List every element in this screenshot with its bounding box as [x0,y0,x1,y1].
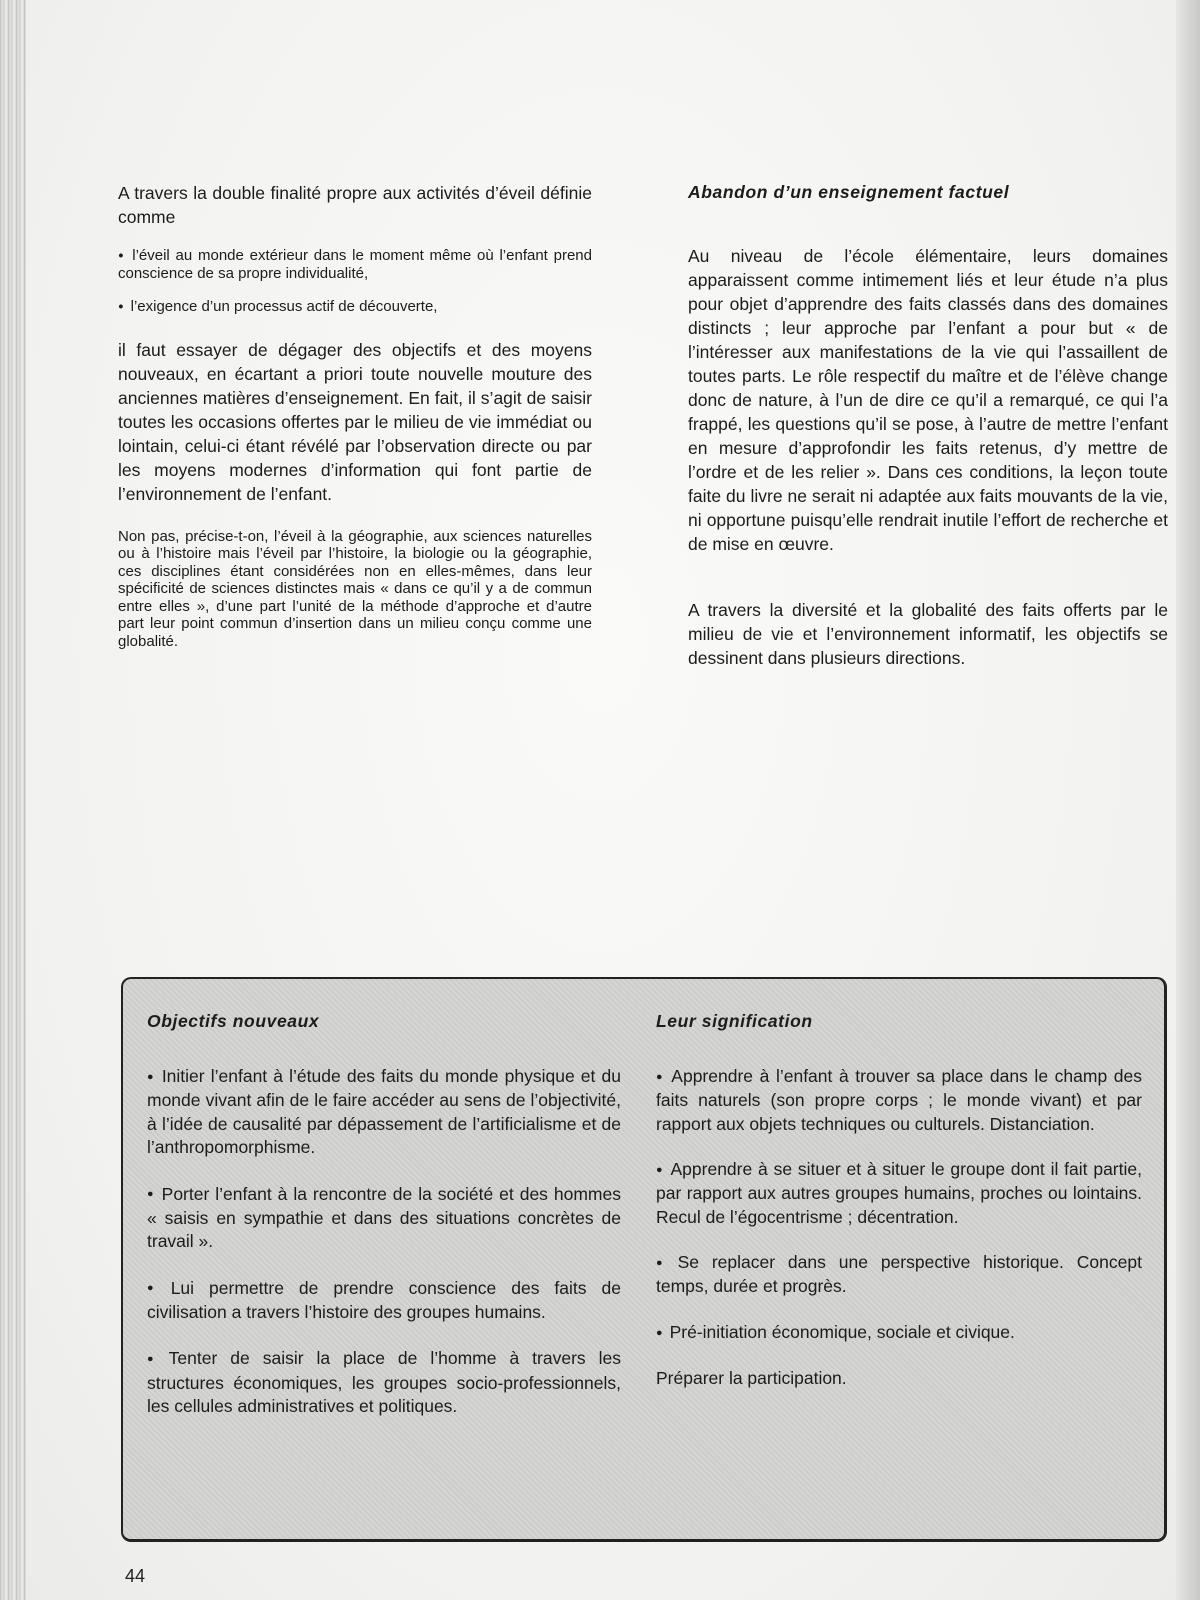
signification-item: ● Pré-initiation économique, sociale et civique. [656,1321,1142,1345]
main-paragraph: il faut essayer de dégager des objectifs et des moyens nouveaux, en écartant a priori toute nouvelle mouture des anciennes matières d’enseignement. En fait, il s’agit de saisir toutes les occasions offertes par le milieu de vie immédiat ou lointain, celui-ci étant révélé par l’observation directe ou par les moyens modernes d’information qui font partie de l’environnement de l’enfant. [118,339,592,504]
objectives-heading: Objectifs nouveaux [147,1011,320,1031]
right-column [688,182,1168,670]
objectives-box [121,977,1167,1542]
section-heading: Abandon d’un enseignement factuel [688,182,1010,202]
bullet-item: ● l’éveil au monde extérieur dans le moment même où l’enfant prend conscience de sa propre individualité, [118,247,592,282]
objective-item: ● Initier l’enfant à l’étude des faits du monde physique et du monde vivant afin de le faire accéder au sens de l’objectivité, à l’idée de causalité par dépassement de l’artificialisme et de l’anthropomorphisme. [147,1065,621,1160]
page-number: 44 [125,1566,146,1586]
signification-item: ● Apprendre à se situer et à situer le groupe dont il fait partie, par rapport aux autres groupes humains, proches ou lointains. Recul de l’égocentrisme ; décentration. [656,1158,1142,1229]
signification-closing: Préparer la participation. [656,1368,847,1388]
signification-item: ● Se replacer dans une perspective historique. Concept temps, durée et progrès. [656,1251,1142,1299]
signification-list [656,1065,1142,1413]
signification-heading: Leur signification [656,1011,813,1031]
right-paragraph-1: Au niveau de l’école élémentaire, leurs domaines apparaissent comme intimement liés et leur étude n’a plus pour objet d’apprendre des faits classés dans des domaines distincts ; leur approche par l’enfant a pour but « de l’intéresser aux manifestations de la vie qui l’assaillent de toutes parts. Le rôle respectif du maître et de l’élève change donc de nature, à l’un de dire ce qu’il a remarqué, ce qui l’a frappé, les questions qu’il se pose, à l’autre de mettre l’enfant en mesure d’approfondir les faits retenus, d’y mettre de l’ordre et de les relier ». Dans ces conditions, la leçon toute faite du livre ne serait ni adaptée aux faits mouvants de la vie, ni opportune puisqu’elle rendrait inutile l’effort de recherche et de mise en œuvre. [688,246,1168,554]
objective-item: ● Lui permettre de prendre conscience des faits de civilisation a travers l’histoire des groupes humains. [147,1277,621,1325]
objective-item: ● Porter l’enfant à la rencontre de la société et des hommes « saisis en sympathie et dans des situations concrètes de travail ». [147,1183,621,1254]
secondary-paragraph: Non pas, précise-t-on, l’éveil à la géographie, aux sciences naturelles ou à l’histoire mais l’éveil par l’histoire, la biologie ou la géographie, ces disciplines étant considérées non en elles-mêmes, dans leur spécificité de sciences distinctes mais « dans ce qu’il y a de commun entre elles », d’une part l’unité de la méthode d’approche et d’autre part leur point commun d’insertion dans un milieu conçu comme une globalité. [118,527,592,650]
bullet-item: ● l’exigence d’un processus actif de découverte, [118,298,592,316]
objectives-list [147,1065,621,1442]
objective-item: ● Tenter de saisir la place de l’homme à travers les structures économiques, les groupes socio-professionnels, les cellules administratives et politiques. [147,1347,621,1418]
right-paragraph-2: A travers la diversité et la globalité des faits offerts par le milieu de vie et l’environnement informatif, les objectifs se dessinent dans plusieurs directions. [688,600,1168,668]
intro-paragraph: A travers la double finalité propre aux activités d’éveil définie comme [118,183,592,227]
signification-item: ● Apprendre à l’enfant à trouver sa place dans le champ des faits naturels (son propre corps ; le monde vivant) et par rapport aux objets techniques ou culturels. Distanciation. [656,1065,1142,1136]
left-column [118,181,592,650]
page-binding-edge [0,0,26,1600]
page-right-edge [1176,0,1200,1600]
